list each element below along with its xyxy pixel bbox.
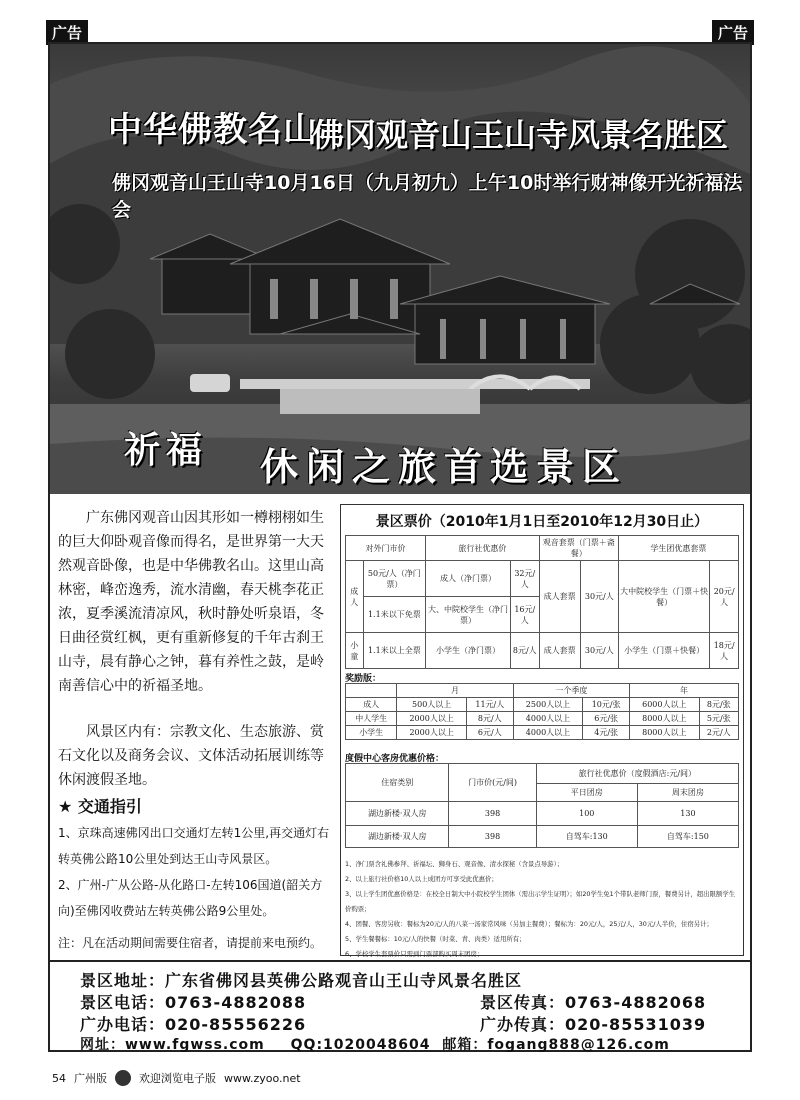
- cell: 8元/人: [466, 712, 513, 726]
- gz-fax-value: 020-85531039: [565, 1015, 707, 1034]
- slogan-leisure: 休闲之旅首选景区: [260, 444, 629, 489]
- cell: 11元/人: [466, 698, 513, 712]
- reward-label: 奖励版：: [345, 674, 382, 684]
- cell: 4000人以上: [513, 712, 583, 726]
- traffic-list: [58, 820, 338, 924]
- cell: 30元/人: [580, 561, 618, 633]
- ticket-panel: [340, 504, 744, 956]
- ad-tag-right: 广告: [712, 20, 754, 45]
- col-student: 学生团优惠套票: [618, 536, 738, 561]
- cell: 50元/人（净门票）: [363, 561, 426, 597]
- cell: 自驾车:150: [637, 826, 738, 848]
- publisher-logo-icon: [115, 1070, 131, 1086]
- cell: 6元/人: [466, 726, 513, 740]
- cell: 小学生（门票＋快餐）: [618, 633, 709, 669]
- ticket-notes: [345, 857, 741, 962]
- ad-tag-left: 广告: [46, 20, 88, 45]
- reward-table: [345, 683, 739, 740]
- fax-label: 景区传真：: [480, 993, 566, 1012]
- fax-row: [480, 990, 706, 1013]
- col-agency: 旅行社优惠价: [426, 536, 540, 561]
- cell: 周末团房: [637, 784, 738, 802]
- cell: 平日团房: [536, 784, 637, 802]
- cell: 成人套票: [539, 633, 580, 669]
- mail-label: 邮箱：: [442, 1037, 488, 1053]
- gz-fax-row: [480, 1012, 706, 1035]
- col-retail: 对外门市价: [346, 536, 426, 561]
- web-label: 网址：: [80, 1037, 125, 1053]
- cell: 20元/人: [710, 561, 739, 633]
- cell: 500人以上: [397, 698, 467, 712]
- cell: 6元/张: [583, 712, 630, 726]
- cell: 6000人以上: [630, 698, 700, 712]
- cell: 8元/人: [510, 633, 539, 669]
- gz-fax-label: 广办传真：: [480, 1015, 566, 1034]
- cell: 成人套票: [539, 561, 580, 633]
- cell: 8000人以上: [630, 712, 700, 726]
- slogan-prayer: 祈福: [124, 429, 209, 471]
- traffic-heading: [58, 794, 142, 817]
- star-icon: ★: [58, 797, 73, 816]
- note-line: 2、以上旅行社价格10人以上成团方可享受此优惠价；: [345, 875, 498, 883]
- cell: 30元/人: [580, 633, 618, 669]
- row-adult: 成人: [346, 561, 364, 633]
- cell: 2000人以上: [397, 712, 467, 726]
- address-value: 广东省佛冈县英佛公路观音山王山寺风景名胜区: [165, 971, 523, 990]
- cell: 2000人以上: [397, 726, 467, 740]
- note-line: 5、学生餐餐标：10元/人的快餐（时菜、青、肉类）适用所有；: [345, 935, 526, 943]
- temple-photo: [50, 44, 750, 494]
- footer-text: 欢迎浏览电子版: [139, 1072, 216, 1085]
- cell: 大、中院校学生（净门票）: [426, 597, 511, 633]
- address-row: [80, 968, 522, 991]
- intro-features: 风景区内有：宗教文化、生态旅游、赏石文化以及商务会议、文体活动拓展训练等休闲渡假圣地。: [58, 724, 324, 788]
- hero-title-left: 中华佛教名山: [108, 110, 318, 150]
- phone-label: 景区电话：: [80, 993, 166, 1012]
- note-line: 3、以上学生团优惠价格是：在校全日制大中小院校学生团体（需出示学生证明）；如20学生免1个带队老师门票，餐费另计，超出限额学生价购票；: [345, 890, 736, 913]
- cell: 中人学生: [346, 712, 397, 726]
- cell: 湖边新楼·双人房: [346, 802, 449, 826]
- gz-phone-label: 广办电话：: [80, 1015, 166, 1034]
- cell: 住宿类别: [346, 764, 449, 802]
- cell: 小学生（净门票）: [426, 633, 511, 669]
- contact-block: [50, 960, 750, 1052]
- cell: 8元/张: [699, 698, 738, 712]
- row-child: 小童: [346, 633, 364, 669]
- traffic-item: 1、京珠高速佛冈出口交通灯左转1公里,再交通灯右转英佛公路10公里处到达王山寺风景区。: [58, 826, 330, 866]
- intro-paragraph: 广东佛冈观音山因其形如一樽栩栩如生的巨大仰卧观音像而得名，是世界第一大天然观音卧像，也是中华佛教名山。这里山高林密，峰峦逸秀，流水清幽，春天桃李花正浓，夏季溪流清凉风，秋时静处听泉语，冬日曲径赏红枫，更有重新修复的千年古刹王山寺，晨有静心之钟，暮有养性之鼓，是岭南善信心中的祈福圣地。: [58, 510, 324, 694]
- cell: 大中院校学生（门票＋快餐）: [618, 561, 709, 633]
- hero-title-right: 佛冈观音山王山寺风景名胜区: [312, 116, 729, 154]
- gz-phone-value: 020-85556226: [165, 1015, 307, 1034]
- cell: 小学生: [346, 726, 397, 740]
- traffic-note: 注：凡在活动期间需要住宿者，请提前来电预约。: [58, 936, 323, 950]
- cell: 2元/人: [699, 726, 738, 740]
- cell: 成人: [346, 698, 397, 712]
- cell: 4元/张: [583, 726, 630, 740]
- cell: 10元/张: [583, 698, 630, 712]
- cell: 旅行社优惠价（度假酒店:元/间）: [536, 764, 738, 784]
- edition-label: 广州版: [74, 1072, 107, 1085]
- cell: 4000人以上: [513, 726, 583, 740]
- hero-event-line: 佛冈观音山王山寺10月16日（九月初九）上午10时举行财神像开光祈福法会: [112, 172, 743, 221]
- cell: 成人（净门票）: [426, 561, 511, 597]
- web-link[interactable]: www.fgwss.com: [125, 1037, 265, 1053]
- cell: 湖边新楼·双人房: [346, 826, 449, 848]
- cell: 2500人以上: [513, 698, 583, 712]
- phone-row: [80, 990, 306, 1013]
- footer-url[interactable]: www.zyoo.net: [224, 1071, 301, 1085]
- cell: 年: [630, 684, 739, 698]
- cell: 月: [397, 684, 513, 698]
- cell: 32元/人: [510, 561, 539, 597]
- cell: 398: [449, 802, 536, 826]
- fax-value: 0763-4882068: [565, 993, 707, 1012]
- page-footer: [52, 1070, 301, 1086]
- hotel-label: 度假中心客房优惠价格：: [345, 754, 445, 764]
- cell: 16元/人: [510, 597, 539, 633]
- ticket-title: 景区票价（2010年1月1日至2010年12月30日止）: [375, 514, 709, 530]
- cell: 130: [637, 802, 738, 826]
- cell: 100: [536, 802, 637, 826]
- mail-link[interactable]: fogang888@126.com: [487, 1037, 670, 1053]
- address-label: 景区地址：: [80, 971, 166, 990]
- note-line: 4、团餐、客房另收：餐标为20元/人的八菜一汤家常风味（另加主餐费）；餐标为：20元/人，25元/人，30元/人半价，住宿另计；: [345, 920, 713, 928]
- cell: 门市价(元/间): [449, 764, 536, 802]
- hotel-table: [345, 763, 739, 848]
- price-table: [345, 535, 739, 669]
- web-row: [80, 1034, 670, 1054]
- page-number: 54: [52, 1071, 66, 1085]
- cell: 一个季度: [513, 684, 629, 698]
- cell: 8000人以上: [630, 726, 700, 740]
- cell: 1.1米以上全票: [363, 633, 426, 669]
- qq-value: 1020048604: [323, 1037, 431, 1053]
- qq-label: QQ:: [290, 1037, 324, 1053]
- traffic-heading-text: 交通指引: [77, 797, 142, 816]
- col-package: 观音套票（门票＋斋餐）: [539, 536, 618, 561]
- note-line: 1、净门票含礼佛参拜、祈福坛、狮身石、观音像、清水探秘（含景点导游）；: [345, 860, 564, 868]
- cell: 18元/人: [710, 633, 739, 669]
- cell: 398: [449, 826, 536, 848]
- phone-value: 0763-4882088: [165, 993, 307, 1012]
- cell: 1.1米以下免票: [363, 597, 426, 633]
- traffic-item: 2、广州-广从公路-从化路口-左转106国道(韶关方向)至佛冈收费站左转英佛公路9公里处。: [58, 878, 323, 918]
- cell: 自驾车:130: [536, 826, 637, 848]
- gz-phone-row: [80, 1012, 306, 1035]
- note-line: 6、学校学生套票价只需到门票部购买周末团房；: [345, 950, 484, 958]
- cell: 5元/张: [699, 712, 738, 726]
